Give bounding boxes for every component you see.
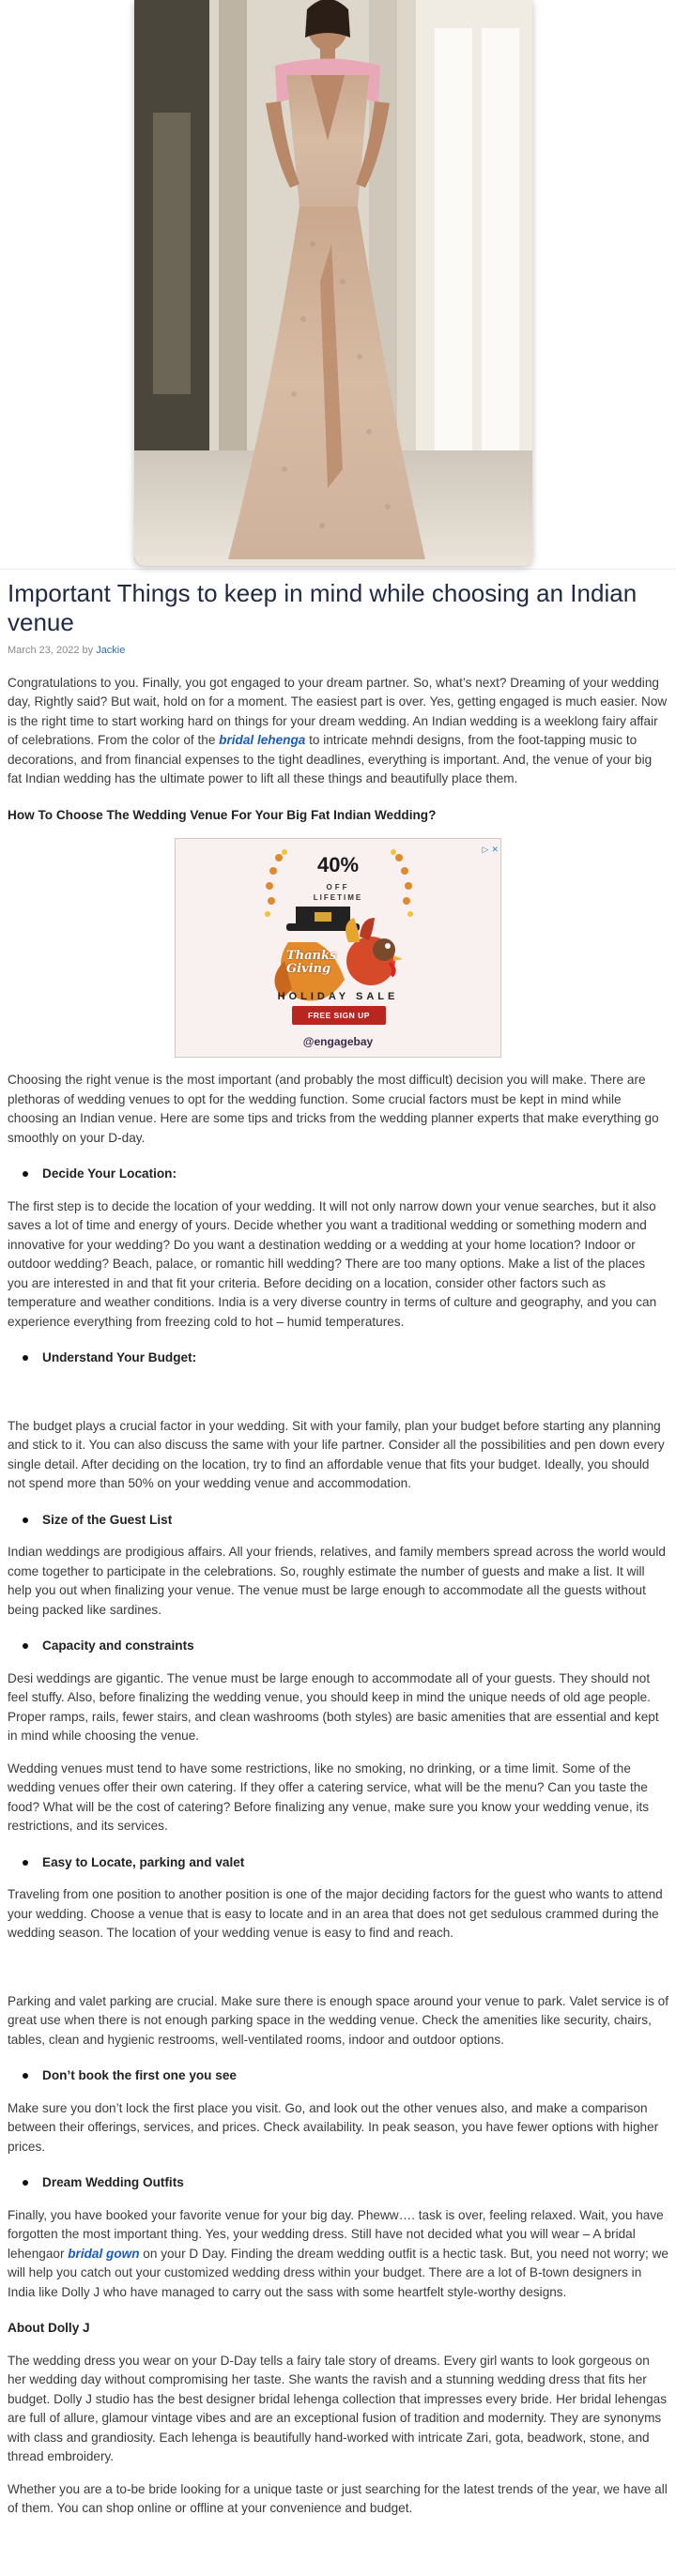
bullet-first-text: Don’t book the first one you see	[42, 2068, 237, 2082]
spacer	[8, 1943, 668, 1979]
ad-sale-label: HOLIDAY SALE	[277, 991, 399, 1002]
divider	[0, 569, 676, 570]
bullet-capacity-text: Capacity and constraints	[42, 1639, 194, 1653]
paragraph-first-venue: Make sure you don’t lock the first place you visit. Go, and look out the other venues also, and make a comparison between their offerings, services, and prices. Check availability. In peak season, you have fewer options with higher prices.	[8, 2100, 659, 2154]
paragraph-final: Whether you are a to-be bride looking for a unique taste or just searching for the latest trends of the year, we have all of them. You can shop online or offline at your convenience and budget.	[8, 2481, 668, 2515]
bullet-guest-list	[8, 1511, 668, 1531]
article-meta	[8, 641, 668, 661]
bullet-dot-icon	[23, 1643, 28, 1649]
author-link[interactable]: Jackie	[96, 645, 126, 656]
ad-script-line-2: Giving	[286, 962, 331, 976]
paragraph-capacity-1: Desi weddings are gigantic. The venue must be large enough to accommodate all of your guests. They should not feel stuffy. Also, before finalizing the wedding venue, you should keep in mind the unique needs of old age people. Proper ramps, rails, fewer stairs, and clean washrooms (both styles) are basic amenities that are essential and kept in mind while choosing the venue.	[8, 1670, 659, 1743]
ad-brand	[176, 1032, 500, 1052]
bullet-dot-icon	[23, 1171, 28, 1177]
bullet-location-text: Decide Your Location:	[42, 1166, 177, 1181]
bullet-dot-icon	[23, 1355, 28, 1361]
intro-text-end: to intricate mehndi designs, from the foot-tapping music to decorations, and from financial expenses to the tight deadlines, everything is important. And, the venue of your big fat Indian wedding has the ultimate power to lift all these things and beautifully place them.	[8, 733, 653, 785]
outfits-text-end: on your D Day. Finding the dream wedding outfit is a hectic task. But, you need not worry; we will help you catch out your customized wedding dress within your budget. There are a lot of B-town designers in India like Dolly J who have managed to carry out the sass with some heartfelt style-worthy designs.	[8, 2246, 668, 2299]
bullet-locate-parking	[8, 1853, 668, 1873]
paragraph-location: The first step is to decide the location of your wedding. It will not only narrow down your venue searches, but it also saves a lot of time and energy of yours. Decide whether you want a traditional wedding or something modern and innovative for your wedding? Do you want a destination wedding or a wedding at your home location? Indoor or outdoor wedding? Beach, palace, or romantic hill wedding? There are too many options. Make a list of the places you are interested in and that fit your criteria. Before deciding on a location, consider other factors such as temperature and weather conditions. India is a very diverse country in terms of culture and geography, and you can experience everything from freezing cold to hot – humid temperatures.	[8, 1198, 657, 1329]
bullet-budget-text: Understand Your Budget:	[42, 1350, 197, 1364]
heading-about-dolly-j: About Dolly J	[8, 2321, 90, 2335]
hero-image	[134, 0, 532, 566]
bullet-capacity	[8, 1637, 668, 1656]
paragraph-choose: Choosing the right venue is the most important (and probably the most difficult) decision you will make. There are plethoras of wedding venues to opt for the wedding function. Some crucial factors must be kept in mind while choosing an Indian venue. Here are some tips and tricks from the wedding planner experts that make everything go smoothly on your D-day.	[8, 1073, 659, 1145]
bridal-gown-link[interactable]: bridal gown	[68, 2246, 140, 2261]
paragraph-capacity-2: Wedding venues must tend to have some restrictions, like no smoking, no drinking, or a time limit. Some of the wedding venues offer their own catering. If they offer a catering service, what will be the menu? Can you taste the food? What will be the cost of catering? Before finalizing any venue, make sure you know your wedding venue, its restrictions, and its services.	[8, 1761, 650, 1833]
ad-percent: 40%	[316, 853, 360, 876]
article-title: Important Things to keep in mind while choosing an Indian venue	[8, 579, 638, 636]
bullet-budget	[8, 1349, 668, 1368]
intro-paragraph	[8, 674, 668, 789]
bullet-dot-icon	[23, 2180, 28, 2186]
heading-choose-venue: How To Choose The Wedding Venue For Your Big Fat Indian Wedding?	[8, 807, 437, 822]
ad-lifetime-label: LIFETIME	[313, 893, 363, 902]
ad-script-line-1: Thanks	[286, 949, 337, 963]
free-signup-button[interactable]: FREE SIGN UP	[292, 1006, 386, 1025]
ad-off-label: OFF	[326, 883, 350, 892]
ad-banner[interactable]	[175, 838, 501, 1058]
ad-brand-name: engagebay	[314, 1035, 374, 1048]
brand-logo-icon: @	[302, 1035, 315, 1048]
paragraph-locate: Traveling from one position to another position is one of the major deciding factors for the guest who wants to attend your wedding. Choose a venue that is easy to locate and in an area that does not get sedulous crammed during the wedding season. The location of your wedding venue is easy to find and reach.	[8, 1887, 663, 1940]
bullet-outfits	[8, 2173, 668, 2193]
by-label: by	[82, 645, 94, 656]
spacer	[8, 1368, 668, 1404]
paragraph-outfits	[8, 2206, 668, 2303]
hero-image-wrapper	[0, 0, 676, 569]
adchoices-icon[interactable]: ▷	[482, 845, 489, 854]
paragraph-about: The wedding dress you wear on your D-Day tells a fairy tale story of dreams. Every girl wants to look gorgeous on her wedding day without compromising her taste. She wants the ravish and a stunning wedding dress that fits her budget. Dolly J studio has the best designer bridal lehenga collection that impresses every bride. Her bridal lehengas are full of allure, glamour vintage vibes and are an exceptional fusion of tradition and modernity. They are synonyms with class and grandiosity. Each lehenga is beautifully hand-worked with intricate Zari, gota, beadwork, stone, and thread embroidery.	[8, 2353, 667, 2463]
bullet-outfits-text: Dream Wedding Outfits	[42, 2175, 184, 2189]
ad-script-text	[286, 950, 336, 976]
bride-photo	[134, 0, 532, 566]
bullet-guest-text: Size of the Guest List	[42, 1512, 173, 1527]
close-icon[interactable]: ✕	[491, 845, 499, 854]
post-date: March 23, 2022	[8, 645, 80, 656]
paragraph-guest-list: Indian weddings are prodigious affairs. All your friends, relatives, and family members spread across the world would come together to participate in the celebrations. So, roughly estimate the number of guests and make a list. It will help you out when finalizing your venue. The venue must be large enough to accommodate all the guests without being packed like sardines.	[8, 1545, 666, 1617]
paragraph-budget: The budget plays a crucial factor in your wedding. Sit with your family, plan your budget before starting any planning and stick to it. You can also discuss the same with your life partner. Consider all the possibilities and pen down every single detail. After deciding on the location, try to find an affordable venue that fits your budget. Ideally, you should not spend more than 50% on your wedding venue and accommodation.	[8, 1418, 665, 1490]
bullet-dot-icon	[23, 1517, 28, 1523]
outfits-text-start: Finally, you have booked your favorite venue for your big day. Pheww…. task is over, feeling relaxed. Wait, you have forgotten the most important thing. Yes, your wedding dress. Still have not decided what you will wear – A bridal lehengaor	[8, 2207, 664, 2261]
bullet-first-venue	[8, 2066, 668, 2086]
paragraph-parking: Parking and valet parking are crucial. Make sure there is enough space around your venue to park. Valet service is of great use when there is not enough parking space in the wedding venue. Check the amenities like security, chairs, tables, clean and hygienic restrooms, well-ventilated rooms, indoor and outdoor options.	[8, 1993, 668, 2047]
intro-text-start: Congratulations to you. Finally, you got engaged to your dream partner. So, what’s next? Dreaming of your wedding day, Rightly said? But wait, hold on for a moment. The easiest part is over. Yes, getting engaged is much easier. Now is the right time to start working hard on things for your dream wedding. An Indian wedding is a weeklong fairy affair of celebrations. From the color of the	[8, 675, 668, 747]
article	[0, 579, 676, 2519]
bridal-lehenga-link[interactable]: bridal lehenga	[219, 733, 306, 747]
bullet-dot-icon	[23, 2073, 28, 2079]
bullet-locate-text: Easy to Locate, parking and valet	[42, 1854, 245, 1869]
bullet-location	[8, 1165, 668, 1184]
bullet-dot-icon	[23, 1860, 28, 1866]
